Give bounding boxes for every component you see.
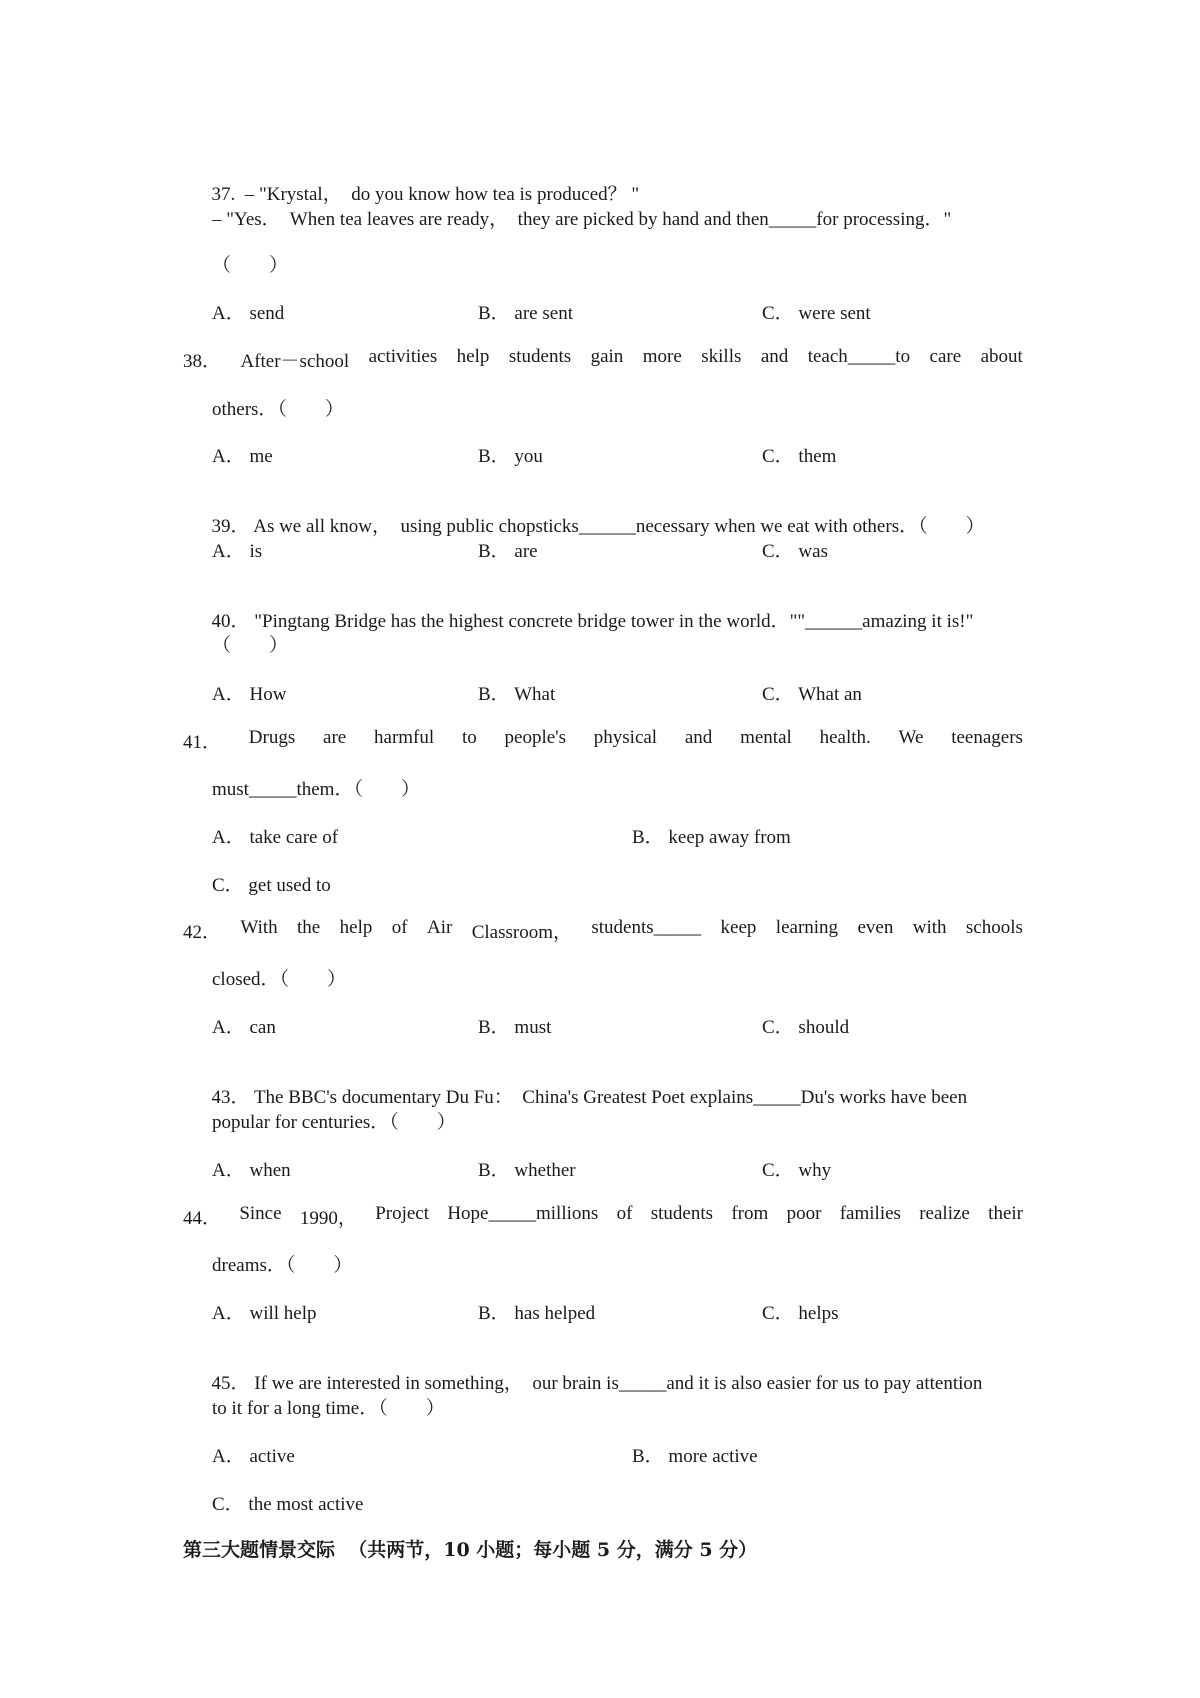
- q40-answer-paren: （ ）: [212, 635, 289, 656]
- q42-option-b[interactable]: B． must: [478, 1017, 552, 1038]
- q43-number: 43．: [211, 1087, 250, 1108]
- q44-word: from: [731, 1203, 769, 1224]
- q41-word: are: [323, 727, 347, 748]
- q44-option-c[interactable]: C． helps: [762, 1303, 839, 1324]
- q41-word: mental: [740, 727, 792, 748]
- q41-word: Drugs: [248, 727, 296, 748]
- q41-word: We: [898, 727, 924, 748]
- q39-text: As we all know， using public chopsticks______necessary when we eat with others．（ ）: [253, 516, 985, 537]
- q41-line2: must_____them．（ ）: [212, 779, 420, 800]
- q42-word: schools: [965, 917, 1023, 938]
- q44-word: Since: [239, 1203, 282, 1224]
- q43-option-c[interactable]: C． why: [762, 1160, 832, 1181]
- q37-answer-paren: （ ）: [212, 255, 289, 276]
- q44-word: families: [839, 1203, 901, 1224]
- q38-word: about: [980, 346, 1023, 367]
- q45-text: If we are interested in something， our brain is_____and it is also easier for us to pay attention: [254, 1373, 983, 1394]
- q38-word: more: [642, 346, 682, 367]
- q38-word: activities: [368, 346, 438, 367]
- q38-word: and: [760, 346, 789, 367]
- q44-word: Hope_____millions: [447, 1203, 599, 1224]
- q41-word: health.: [819, 727, 871, 748]
- q42-line1: [183, 917, 1023, 944]
- q41-line1: [183, 727, 1023, 754]
- q42-line2: closed．（ ）: [212, 969, 347, 990]
- q44-word: realize: [919, 1203, 970, 1224]
- q42-word: Air: [426, 917, 453, 938]
- q42-word: help: [339, 917, 373, 938]
- q38-word: skills: [701, 346, 742, 367]
- q38-word: After－school: [240, 351, 350, 372]
- q39-option-c[interactable]: C． was: [762, 541, 828, 562]
- q44-option-b[interactable]: B． has helped: [478, 1303, 596, 1324]
- q45-line2: to it for a long time．（ ）: [212, 1398, 445, 1419]
- q40-text: "Pingtang Bridge has the highest concrete bridge tower in the world．""______amazing it is!": [254, 611, 974, 632]
- q37-option-a[interactable]: A． send: [212, 303, 285, 324]
- q42-word: students_____: [591, 917, 702, 938]
- q42-word: Classroom，: [471, 922, 572, 943]
- q38-word: teach_____to: [807, 346, 911, 367]
- q39-option-a[interactable]: A． is: [212, 541, 263, 562]
- q44-option-a[interactable]: A． will help: [212, 1303, 317, 1324]
- q44-word: students: [650, 1203, 714, 1224]
- q38-line2: others．（ ）: [212, 399, 344, 420]
- q40-option-b[interactable]: B． What: [478, 684, 556, 705]
- q41-option-c[interactable]: C． get used to: [212, 875, 331, 896]
- q37-option-b[interactable]: B． are sent: [478, 303, 573, 324]
- q39-line1: [183, 489, 985, 560]
- q38-word: help: [456, 346, 490, 367]
- q39-number: 39．: [211, 516, 250, 537]
- q41-number: 41．: [183, 732, 222, 753]
- q42-option-c[interactable]: C． should: [762, 1017, 850, 1038]
- q42-word: with: [912, 917, 947, 938]
- q42-option-a[interactable]: A． can: [212, 1017, 276, 1038]
- q42-word: With: [240, 917, 278, 938]
- q41-word: and: [684, 727, 713, 748]
- q45-option-c[interactable]: C． the most active: [212, 1494, 364, 1515]
- q43-option-a[interactable]: A． when: [212, 1160, 291, 1181]
- q41-word: people's: [504, 727, 566, 748]
- q41-option-b[interactable]: B． keep away from: [632, 827, 791, 848]
- q44-word: poor: [786, 1203, 822, 1224]
- q43-text: The BBC's documentary Du Fu： China's Greatest Poet explains_____Du's works have been: [253, 1087, 968, 1108]
- q42-word: keep: [720, 917, 757, 938]
- q44-line2: dreams．（ ）: [212, 1255, 353, 1276]
- q38-word: students: [508, 346, 572, 367]
- q42-word: the: [297, 917, 321, 938]
- q41-word: teenagers: [951, 727, 1023, 748]
- q41-option-a[interactable]: A． take care of: [212, 827, 339, 848]
- q44-word: 1990，: [299, 1208, 357, 1229]
- q41-word: physical: [593, 727, 658, 748]
- q40-number: 40．: [211, 611, 250, 632]
- q42-number: 42．: [183, 922, 222, 943]
- q38-word: gain: [590, 346, 624, 367]
- q45-option-a[interactable]: A． active: [212, 1446, 295, 1467]
- q40-option-c[interactable]: C． What an: [762, 684, 862, 705]
- q44-number: 44．: [183, 1208, 222, 1229]
- q41-word: to: [461, 727, 477, 748]
- q39-option-b[interactable]: B． are: [478, 541, 538, 562]
- q40-option-a[interactable]: A． How: [212, 684, 287, 705]
- q38-option-c[interactable]: C． them: [762, 446, 837, 467]
- q38-option-a[interactable]: A． me: [212, 446, 273, 467]
- q42-word: learning: [775, 917, 839, 938]
- q44-word: Project: [375, 1203, 430, 1224]
- q41-word: harmful: [374, 727, 435, 748]
- q42-word: even: [857, 917, 894, 938]
- q37-text-1: – "Krystal， do you know how tea is produced？ ": [244, 184, 640, 205]
- q38-line1: [183, 346, 1023, 373]
- q38-word: care: [929, 346, 962, 367]
- q40-line1: [183, 584, 973, 655]
- section-heading: 第三大题情景交际 （共两节，10 小题；每小题 5 分，满分 5 分）: [183, 1539, 758, 1561]
- q37-number: 37.: [211, 184, 236, 205]
- q43-line2: popular for centuries．（ ）: [212, 1112, 456, 1133]
- q38-option-b[interactable]: B． you: [478, 446, 543, 467]
- q44-word: their: [988, 1203, 1023, 1224]
- q43-option-b[interactable]: B． whether: [478, 1160, 576, 1181]
- q37-line2: – "Yes． When tea leaves are ready， they are picked by hand and then_____for processing．": [212, 209, 952, 230]
- q38-number: 38．: [183, 351, 222, 372]
- q45-option-b[interactable]: B． more active: [632, 1446, 758, 1467]
- q37-option-c[interactable]: C． were sent: [762, 303, 871, 324]
- q45-number: 45．: [211, 1373, 250, 1394]
- q44-word: of: [616, 1203, 633, 1224]
- q44-line1: [183, 1203, 1023, 1230]
- q42-word: of: [391, 917, 408, 938]
